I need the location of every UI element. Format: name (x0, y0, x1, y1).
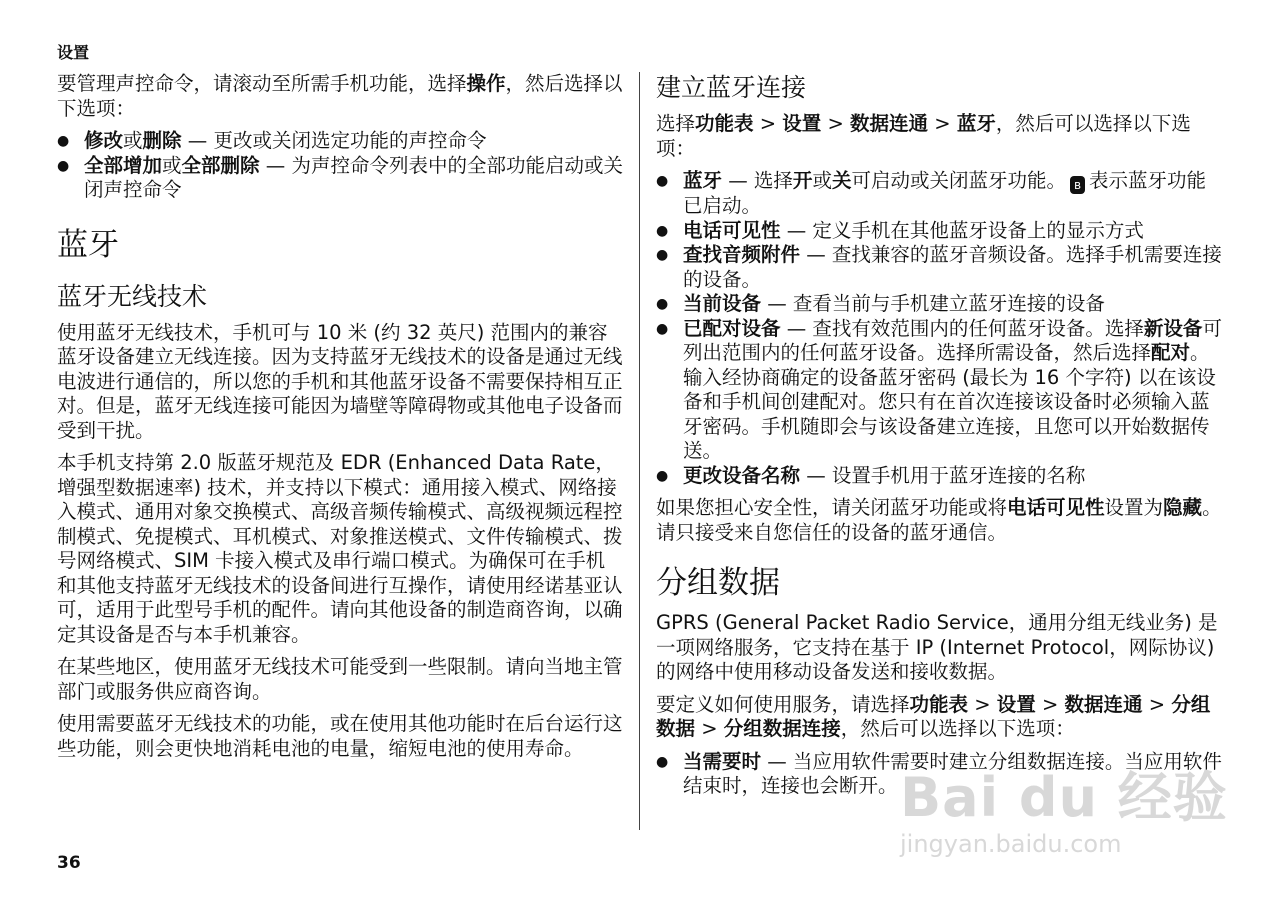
body-paragraph: 本手机支持第 2.0 版蓝牙规范及 EDR (Enhanced Data Rate，增强型数据速率) 技术，并支持以下模式：通用接入模式、网络接入模式、通用对象交换模式、高级音频传输模式、高级视频远程控制模式、免提模式、耳机模式、对象推送模式、文件传输模式、拨号网络模式、SIM 卡接入模式及串行端口模式。为确保可在手机和其他支持蓝牙无线技术的设备间进行互操作，请使用经诺基亚认可，适用于此型号手机的配件。请向其他设备的制造商咨询，以确定其设备是否与本手机兼容。 (57, 451, 623, 646)
subsection-title: 蓝牙无线技术 (57, 281, 208, 311)
list-item: ● 修改或删除 — 更改或关闭选定功能的声控命令 (57, 129, 623, 154)
list-item: ● 蓝牙 — 选择开或关可启动或关闭蓝牙功能。 ʙ 表示蓝牙功能已启动。 (656, 169, 1222, 219)
running-head: 设置 (57, 43, 90, 62)
list-item: ● 已配对设备 — 查找有效范围内的任何蓝牙设备。选择新设备可列出范围内的任何蓝牙设备。选择所需设备，然后选择配对。输入经协商确定的设备蓝牙密码 (最长为 16 个字符) 以在该设备和手机间创建配对。您只有在首次连接该设备时必须输入蓝牙密码。手机随即会与该设备建立连接，且您可以开始数据传送。 (656, 317, 1222, 464)
intro-paragraph: 要管理声控命令，请滚动至所需手机功能，选择操作，然后选择以下选项： (57, 72, 623, 120)
page-number: 36 (57, 853, 81, 873)
menu-path-paragraph: 选择功能表 > 设置 > 数据连通 > 蓝牙，然后可以选择以下选项： (656, 112, 1191, 160)
list-item: ● 电话可见性 — 定义手机在其他蓝牙设备上的显示方式 (656, 219, 1222, 244)
section-title-connection: 建立蓝牙连接 (656, 73, 807, 102)
list-item: ● 当需要时 — 当应用软件需要时建立分组数据连接。当应用软件结束时，连接也会断开。 (656, 750, 1222, 799)
body-paragraph: 使用蓝牙无线技术，手机可与 10 米 (约 32 英尺) 范围内的兼容蓝牙设备建立无线连接。因为支持蓝牙无线技术的设备是通过无线电波进行通信的，所以您的手机和其他蓝牙设备不需要保持相互正对。但是，蓝牙无线连接可能因为墙壁等障碍物或其他电子设备而受到干扰。 (57, 320, 623, 442)
right-column (656, 72, 1222, 807)
bluetooth-icon: ʙ (1070, 176, 1085, 194)
section-title-packet-data: 分组数据 (656, 565, 780, 601)
body-paragraph: GPRS (General Packet Radio Service，通用分组无线业务) 是一项网络服务，它支持在基于 IP (Internet Protocol，网际协议) 的网络中使用移动设备发送和接收数据。 (656, 611, 1218, 683)
watermark-logo: Bai du 经验 (900, 766, 1228, 829)
bluetooth-options (656, 169, 1222, 488)
voice-command-options (57, 129, 623, 203)
body-paragraph: 使用需要蓝牙无线技术的功能，或在使用其他功能时在后台运行这些功能，则会更快地消耗电池的电量，缩短电池的使用寿命。 (57, 712, 623, 760)
list-item: ● 当前设备 — 查看当前与手机建立蓝牙连接的设备 (656, 292, 1222, 317)
body-paragraph: 在某些地区，使用蓝牙无线技术可能受到一些限制。请向当地主管部门或服务供应商咨询。 (57, 655, 623, 703)
watermark-url: jingyan.baidu.com (900, 830, 1122, 858)
list-item: ● 全部增加或全部删除 — 为声控命令列表中的全部功能启动或关闭声控命令 (57, 154, 623, 203)
left-column (57, 72, 623, 769)
list-item: ● 查找音频附件 — 查找兼容的蓝牙音频设备。选择手机需要连接的设备。 (656, 243, 1222, 292)
list-item: ● 更改设备名称 — 设置手机用于蓝牙连接的名称 (656, 464, 1222, 489)
baidu-watermark (900, 766, 1228, 858)
column-divider (639, 72, 640, 830)
security-paragraph: 如果您担心安全性，请关闭蓝牙功能或将电话可见性设置为隐藏。请只接受来自您信任的设备的蓝牙通信。 (656, 496, 1222, 544)
section-title-bluetooth: 蓝牙 (57, 226, 119, 263)
menu-path-paragraph: 要定义如何使用服务，请选择功能表 > 设置 > 数据连通 > 分组数据 > 分组数据连接，然后可以选择以下选项： (656, 692, 1211, 740)
